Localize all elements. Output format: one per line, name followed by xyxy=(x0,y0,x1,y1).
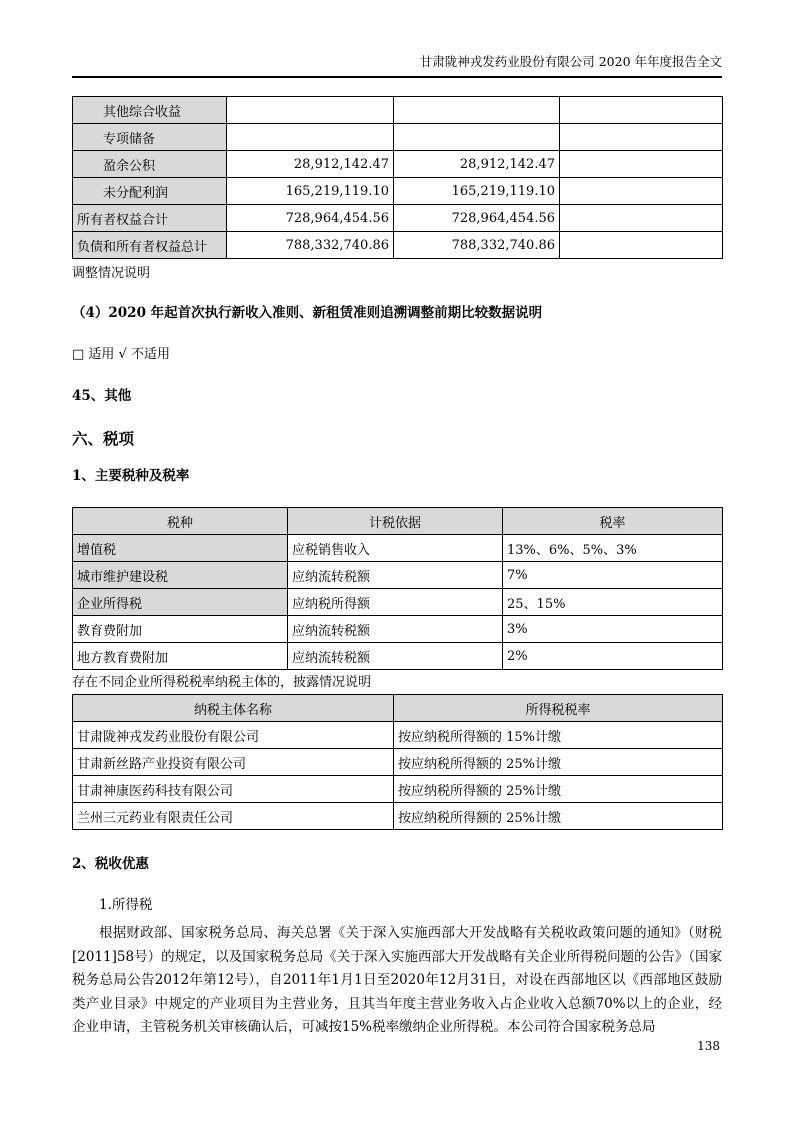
entity-rate-cell: 按应纳税所得额的 25%计缴 xyxy=(394,776,723,803)
heading-new-standards: （4）2020 年起首次执行新收入准则、新租赁准则追溯调整前期比较数据说明 xyxy=(72,305,543,321)
equity-row-label: 未分配利润 xyxy=(73,178,227,205)
heading-main-tax: 1、主要税种及税率 xyxy=(72,468,190,484)
table-row xyxy=(73,589,723,616)
entity-rate-cell: 按应纳税所得额的 25%计缴 xyxy=(394,803,723,830)
tax-rate-cell: 25、15% xyxy=(503,589,723,616)
entity-name-cell: 兰州三元药业有限责任公司 xyxy=(73,803,394,830)
tax-rate-cell: 2% xyxy=(503,643,723,670)
tax-name-cell: 地方教育费附加 xyxy=(73,643,288,670)
table-row xyxy=(73,151,723,178)
tax-name-cell: 增值税 xyxy=(73,535,288,562)
entity-rate-cell: 按应纳税所得额的 25%计缴 xyxy=(394,749,723,776)
tax-name-cell: 企业所得税 xyxy=(73,589,288,616)
table-row xyxy=(73,97,723,124)
equity-value-extra xyxy=(560,232,723,259)
tax-col-header: 税种 xyxy=(73,508,288,535)
tax-rate-cell: 7% xyxy=(503,562,723,589)
table-row xyxy=(73,776,723,803)
equity-value-current: 28,912,142.47 xyxy=(227,151,394,178)
applicability-line: □ 适用 √ 不适用 xyxy=(72,347,170,362)
heading-tax-section: 六、税项 xyxy=(72,429,135,448)
equity-value-extra xyxy=(560,178,723,205)
equity-value-current xyxy=(227,97,394,124)
table-row xyxy=(73,643,723,670)
equity-row-label: 其他综合收益 xyxy=(73,97,227,124)
table-header-row xyxy=(73,695,723,722)
tax-rate-table xyxy=(72,507,723,670)
equity-row-label: 盈余公积 xyxy=(73,151,227,178)
equity-value-current xyxy=(227,124,394,151)
table-row xyxy=(73,535,723,562)
income-tax-subheading: 1.所得税 xyxy=(99,897,153,913)
equity-value-current: 788,332,740.86 xyxy=(227,232,394,259)
tax-rate-cell: 13%、6%、5%、3% xyxy=(503,535,723,562)
equity-row-label: 负债和所有者权益总计 xyxy=(73,232,227,259)
tax-basis-cell: 应纳流转税额 xyxy=(288,616,503,643)
equity-value-extra xyxy=(560,97,723,124)
different-rate-note: 存在不同企业所得税税率纳税主体的，披露情况说明 xyxy=(72,675,372,690)
equity-value-extra xyxy=(560,205,723,232)
table-row xyxy=(73,749,723,776)
heading-tax-incentive: 2、税收优惠 xyxy=(72,856,149,872)
income-tax-paragraph: 根据财政部、国家税务总局、海关总署《关于深入实施西部大开发战略有关税收政策问题的通知》（财税[2011]58号）的规定，以及国家税务总局《关于深入实施西部大开发战略有关企业所得税问题的公告》（国家税务总局公告2012年第12号），自2011年1月1日至2020年12月31日，对设在西部地区以《西部地区鼓励类产业目录》中规定的产业项目为主营业务，且其当年度主营业务收入占企业收入总额70%以上的企业，经企业申请，主管税务机关审核确认后，可减按15%税率缴纳企业所得税。本公司符合国家税务总局 xyxy=(72,925,722,1035)
doc-header-title: 甘肃陇神戎发药业股份有限公司 2020 年年度报告全文 xyxy=(419,54,722,69)
table-row xyxy=(73,178,723,205)
equity-table xyxy=(72,96,723,259)
income-tax-rate-col-header: 所得税税率 xyxy=(394,695,723,722)
entity-name-cell: 甘肃神康医药科技有限公司 xyxy=(73,776,394,803)
tax-name-cell: 教育费附加 xyxy=(73,616,288,643)
tax-basis-cell: 应税销售收入 xyxy=(288,535,503,562)
equity-value-prior: 728,964,454.56 xyxy=(394,205,560,232)
doc-header xyxy=(72,0,722,78)
equity-value-current: 165,219,119.10 xyxy=(227,178,394,205)
tax-name-cell: 城市维护建设税 xyxy=(73,562,288,589)
table-row xyxy=(73,562,723,589)
equity-value-extra xyxy=(560,151,723,178)
equity-value-prior xyxy=(394,97,560,124)
tax-basis-cell: 应纳税所得额 xyxy=(288,589,503,616)
tax-rate-cell: 3% xyxy=(503,616,723,643)
table-row xyxy=(73,616,723,643)
table-row xyxy=(73,205,723,232)
tax-basis-cell: 应纳流转税额 xyxy=(288,562,503,589)
equity-row-label: 所有者权益合计 xyxy=(73,205,227,232)
adjustment-note: 调整情况说明 xyxy=(72,266,151,281)
table-row xyxy=(73,722,723,749)
equity-row-label: 专项储备 xyxy=(73,124,227,151)
entity-name-cell: 甘肃新丝路产业投资有限公司 xyxy=(73,749,394,776)
table-row xyxy=(73,232,723,259)
rate-col-header: 税率 xyxy=(503,508,723,535)
equity-value-extra xyxy=(560,124,723,151)
entity-col-header: 纳税主体名称 xyxy=(73,695,394,722)
heading-other: 45、其他 xyxy=(72,388,132,404)
entity-name-cell: 甘肃陇神戎发药业股份有限公司 xyxy=(73,722,394,749)
equity-value-current: 728,964,454.56 xyxy=(227,205,394,232)
table-row xyxy=(73,803,723,830)
table-row xyxy=(73,124,723,151)
taxpayer-entity-table xyxy=(72,694,723,830)
equity-value-prior: 28,912,142.47 xyxy=(394,151,560,178)
page-number: 138 xyxy=(697,1039,720,1053)
entity-rate-cell: 按应纳税所得额的 15%计缴 xyxy=(394,722,723,749)
table-header-row xyxy=(73,508,723,535)
equity-value-prior: 788,332,740.86 xyxy=(394,232,560,259)
equity-value-prior xyxy=(394,124,560,151)
basis-col-header: 计税依据 xyxy=(288,508,503,535)
equity-value-prior: 165,219,119.10 xyxy=(394,178,560,205)
tax-basis-cell: 应纳流转税额 xyxy=(288,643,503,670)
